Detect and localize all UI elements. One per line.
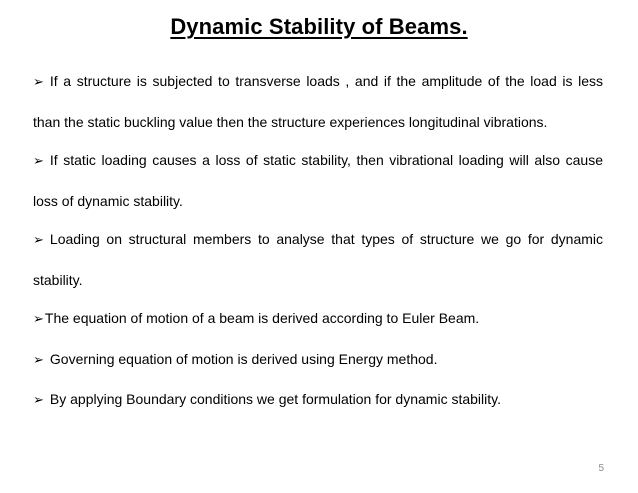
bullet-text: Loading on structural members to analyse that types of structure we go for dynamic stability. bbox=[33, 231, 603, 288]
arrowhead-bullet-icon: ➢ bbox=[33, 233, 44, 248]
arrowhead-bullet-icon: ➢ bbox=[33, 75, 44, 90]
bullet-item bbox=[33, 62, 603, 141]
arrowhead-bullet-icon: ➢ bbox=[33, 154, 44, 169]
arrowhead-bullet-icon: ➢ bbox=[33, 312, 44, 327]
bullet-item bbox=[33, 299, 603, 340]
bullet-item bbox=[33, 220, 603, 299]
slide-title: Dynamic Stability of Beams. bbox=[170, 14, 468, 39]
bullet-item bbox=[33, 380, 603, 421]
arrowhead-bullet-icon: ➢ bbox=[33, 352, 44, 368]
bullet-text: If static loading causes a loss of static stability, then vibrational loading will also cause loss of dynamic stability. bbox=[33, 152, 603, 209]
arrowhead-bullet-icon: ➢ bbox=[33, 393, 44, 408]
bullet-text: Governing equation of motion is derived using Energy method. bbox=[49, 350, 438, 367]
bullet-item bbox=[33, 141, 603, 220]
bullet-list bbox=[33, 62, 603, 421]
slide-page-number: 5 bbox=[598, 463, 604, 474]
bullet-text: The equation of motion of a beam is derived according to Euler Beam. bbox=[44, 310, 480, 326]
bullet-text: If a structure is subjected to transverse loads , and if the amplitude of the load is less than the static buckling value then the structure experiences longitudinal vibrations. bbox=[33, 73, 603, 130]
bullet-item bbox=[33, 340, 603, 381]
bullet-text: By applying Boundary conditions we get formulation for dynamic stability. bbox=[49, 391, 501, 407]
